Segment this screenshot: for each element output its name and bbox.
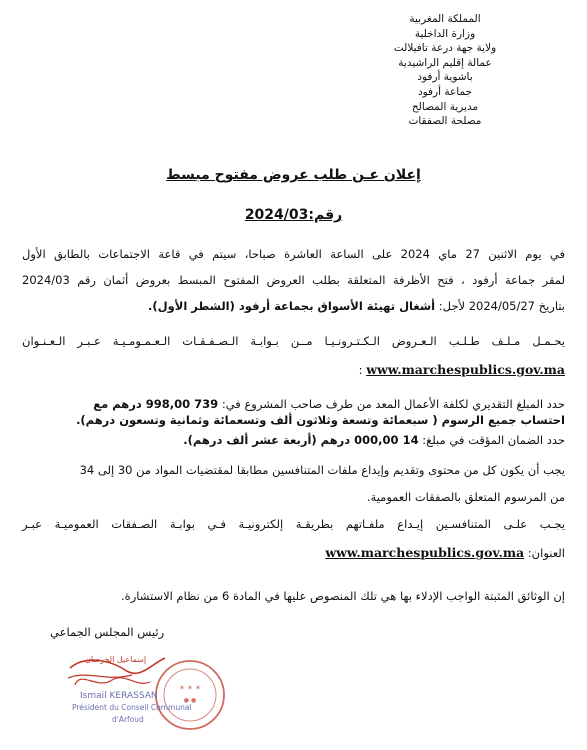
portal-link[interactable]: www.marchespublics.gov.ma	[325, 545, 525, 560]
paragraph-line: يجـب علـى المتنافسـين إيـداع ملفـاتهم بطريقـة إلكترونيـة فـي بوابـة الصـفقات العموميـة عبـر	[22, 517, 565, 531]
paragraph-line: من المرسوم المتعلق بالصفقات العمومية.	[366, 490, 565, 504]
paragraph-line	[22, 362, 565, 378]
letterhead-line: جماعة أرفود	[417, 85, 473, 98]
stamp-graphic	[40, 640, 230, 740]
date-text: بتاريخ 2024/05/27 لأجل:	[435, 299, 565, 313]
paragraph-line: يحـمـل مـلـف طـلـب الـعـروض الـكـتـرونـيـا مــن بـوابـة الـصـفـقـات الـعـمـومـيـة عـبـر الـعـنـوان	[22, 334, 565, 348]
signatory-title: رئيس المجلس الجماعي	[50, 625, 165, 639]
paragraph-line	[22, 396, 565, 412]
paragraph-line	[22, 432, 565, 448]
colon: :	[358, 363, 367, 377]
paragraph-line	[22, 298, 565, 314]
paragraph-line: يجب أن يكون كل من محتوى وتقديم وإيداع ملفات المتنافسين مطابقا لمقتضيات المواد من 30 إلى 34	[79, 463, 565, 477]
letterhead-line: ولاية جهة درعة تافيلالت	[393, 42, 497, 55]
stamp-role: Président du Conseil Communal	[72, 703, 192, 712]
letterhead-line: عمالة إقليم الراشيدية	[398, 56, 492, 69]
letterhead	[365, 12, 525, 129]
guarantee-label: حدد الضمان المؤقت في مبلغ:	[418, 433, 565, 447]
letterhead-line: باشوية أرفود	[417, 71, 473, 84]
address-label: العنوان:	[524, 546, 565, 560]
svg-text:● ●: ● ●	[183, 697, 197, 704]
paragraph-line	[22, 545, 565, 561]
project-name: أشغال تهيئة الأسواق بجماعة أرفود (الشطر الأول).	[148, 299, 436, 313]
guarantee-amount: 14 000,00 درهم (أربعة عشر ألف درهم).	[183, 433, 419, 447]
signature-stamp	[40, 640, 230, 740]
letterhead-line: مديرية المصالح	[411, 100, 479, 113]
document-title: إعلان عـن طلب عروض مفتوح مبسط	[166, 167, 421, 183]
letterhead-line: وزارة الداخلية	[414, 27, 476, 40]
estimate-amount: 739 998,00 درهم مع	[93, 397, 219, 411]
stamp-name: Ismail KERASSAN	[80, 691, 158, 701]
letterhead-line: مصلحة الصفقات	[408, 115, 482, 128]
svg-text:✶ ✶ ✶: ✶ ✶ ✶	[178, 684, 202, 692]
stamp-name-arabic: إسماعيل الخرصان	[85, 655, 147, 664]
stamp-town: d'Arfoud	[112, 715, 144, 724]
paragraph-line: في يوم الاثنين 27 ماي 2024 على الساعة العاشرة صباحا، سيتم في قاعة الاجتماعات بالطابق الأول	[22, 247, 565, 261]
estimate-label: حدد المبلغ التقديري لكلفة الأعمال المعد من طرف صاحب المشروع في:	[218, 397, 565, 411]
estimate-words: احتساب جميع الرسوم ( سبعمائة وتسعة وثلاثون ألف وتسعمائة وثمانية وتسعون درهم).	[76, 413, 565, 427]
document-number: رقم:2024/03	[244, 207, 343, 223]
letterhead-line: المملكة المغربية	[409, 13, 481, 25]
paragraph-line: لمقر جماعة أرفود ، فتح الأظرفة المتعلقة بطلب العروض المفتوح المبسط بعروض أثمان رقم 2024/03	[22, 273, 565, 287]
portal-link[interactable]: www.marchespublics.gov.ma	[366, 362, 565, 377]
paragraph-line: إن الوثائق المثبتة الواجب الإدلاء بها هي تلك المنصوص عليها في المادة 6 من نظام الاستشارة.	[121, 589, 565, 603]
